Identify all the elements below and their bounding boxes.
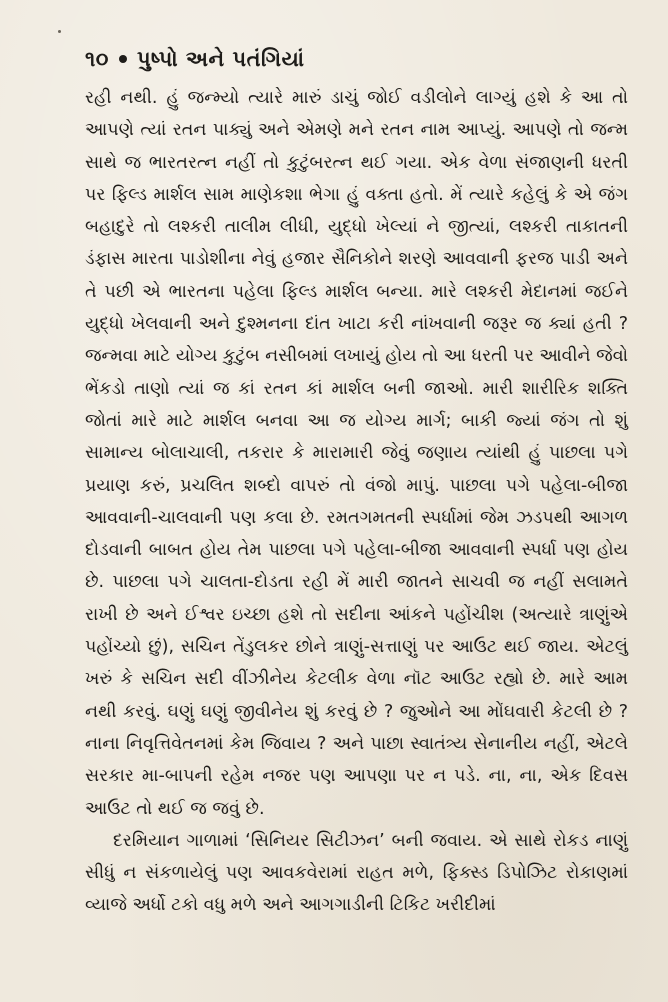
paragraph-2: દરમિયાન ગાળામાં ‘સિનિયર સિટીઝન’ બની જવાય. એ સાથે રોકડ નાણું સીધું ન સંકળાયેલું પણ આવકવેરામાં રાહત મળે, ફિક્સ્ડ ડિપોઝિટ રોકાણમાં વ્યાજે અર્ધો ટકો વધુ મળે અને આગગાડીની ટિકિટ ખરીદીમાં (85, 830, 628, 916)
page-number: ૧૦ (85, 46, 109, 71)
page-body (85, 82, 628, 922)
page-speck (58, 30, 61, 33)
paragraph-1: રહી નથી. હું જન્મ્યો ત્યારે મારું ડાચું જોઈ વડીલોને લાગ્યું હશે કે આ તો આપણે ત્યાં રતન પાક્યું અને એમણે મને રતન નામ આપ્યું. આપણે તો જન્મ સાથે જ ભારતરત્ન નહીં તો કુટુંબરત્ન થઈ ગયા. એક વેળા સંજાણની ધરતી પર ફિલ્ડ માર્શલ સામ માણેકશા ભેગા હું વક્તા હતો. મેં ત્યારે કહેલું કે એ જંગ બહાદુરે તો લશ્કરી તાલીમ લીધી, યુદ્ધો ખેલ્યાં ને જીત્યાં, લશ્કરી તાકાતની ડંફાસ મારતા પાડોશીના નેવું હજાર સૈનિકોને શરણે આવવાની ફરજ પાડી અને તે પછી એ ભારતના પહેલા ફિલ્ડ માર્શલ બન્યા. મારે લશ્કરી મેદાનમાં જઈને યુદ્ધો ખેલવાની અને દુશ્મનના દાંત ખાટા કરી નાંખવાની જરૂર જ ક્યાં હતી ? જન્મવા માટે યોગ્ય કુટુંબ નસીબમાં લખાયું હોય તો આ ધરતી પર આવીને જેવો ભેંકડો તાણો ત્યાં જ કાં રતન કાં માર્શલ બની જાઓ. મારી શારીરિક શક્તિ જોતાં મારે માટે માર્શલ બનવા આ જ યોગ્ય માર્ગ; બાકી જ્યાં જંગ તો શું સામાન્ય બોલાચાલી, તકરાર કે મારામારી જેવું જણાય ત્યાંથી હું પાછલા પગે પ્રયાણ કરું, પ્રચલિત શબ્દો વાપરું તો વંજો માપું. પાછલા પગે પહેલા-બીજા આવવાની-ચાલવાની પણ કલા છે. રમતગમતની સ્પર્ધામાં જેમ ઝડપથી આગળ દોડવાની બાબત હોય તેમ પાછલા પગે પહેલા-બીજા આવવાની સ્પર્ધા પણ હોય છે. પાછલા પગે ચાલતા-દોડતા રહી મેં મારી જાતને સાચવી જ નહીં સલામતે રાખી છે અને ઈશ્વર ઇચ્છા હશે તો સદીના આંકને પહોંચીશ (અત્યારે ત્રાણુંએ પહોંચ્યો છું), સચિન તેંડુલકર છોને ત્રાણું-સત્તાણું પર આઉટ થઈ જાય. એટલું ખરું કે સચિન સદી વીંઝીનેય કેટલીક વેળા નૉટ આઉટ રહ્યો છે. મારે આમ નથી કરવું. ઘણું ઘણું જીવીનેય શું કરવું છે ? જુઓને આ મોંઘવારી કેટલી છે ? નાના નિવૃત્તિવેતનમાં કેમ જિવાય ? અને પાછા સ્વાતંત્ર્ય સેનાનીય નહીં, એટલે સરકાર મા-બાપની રહેમ નજર પણ આપણા પર ન પડે. ના, ના, એક દિવસ આઉટ તો થઈ જ જવું છે. (85, 88, 628, 819)
book-title: પુષ્પો અને પતંગિયાં (136, 46, 305, 71)
bullet-separator-icon (119, 55, 127, 63)
running-header (85, 40, 628, 78)
